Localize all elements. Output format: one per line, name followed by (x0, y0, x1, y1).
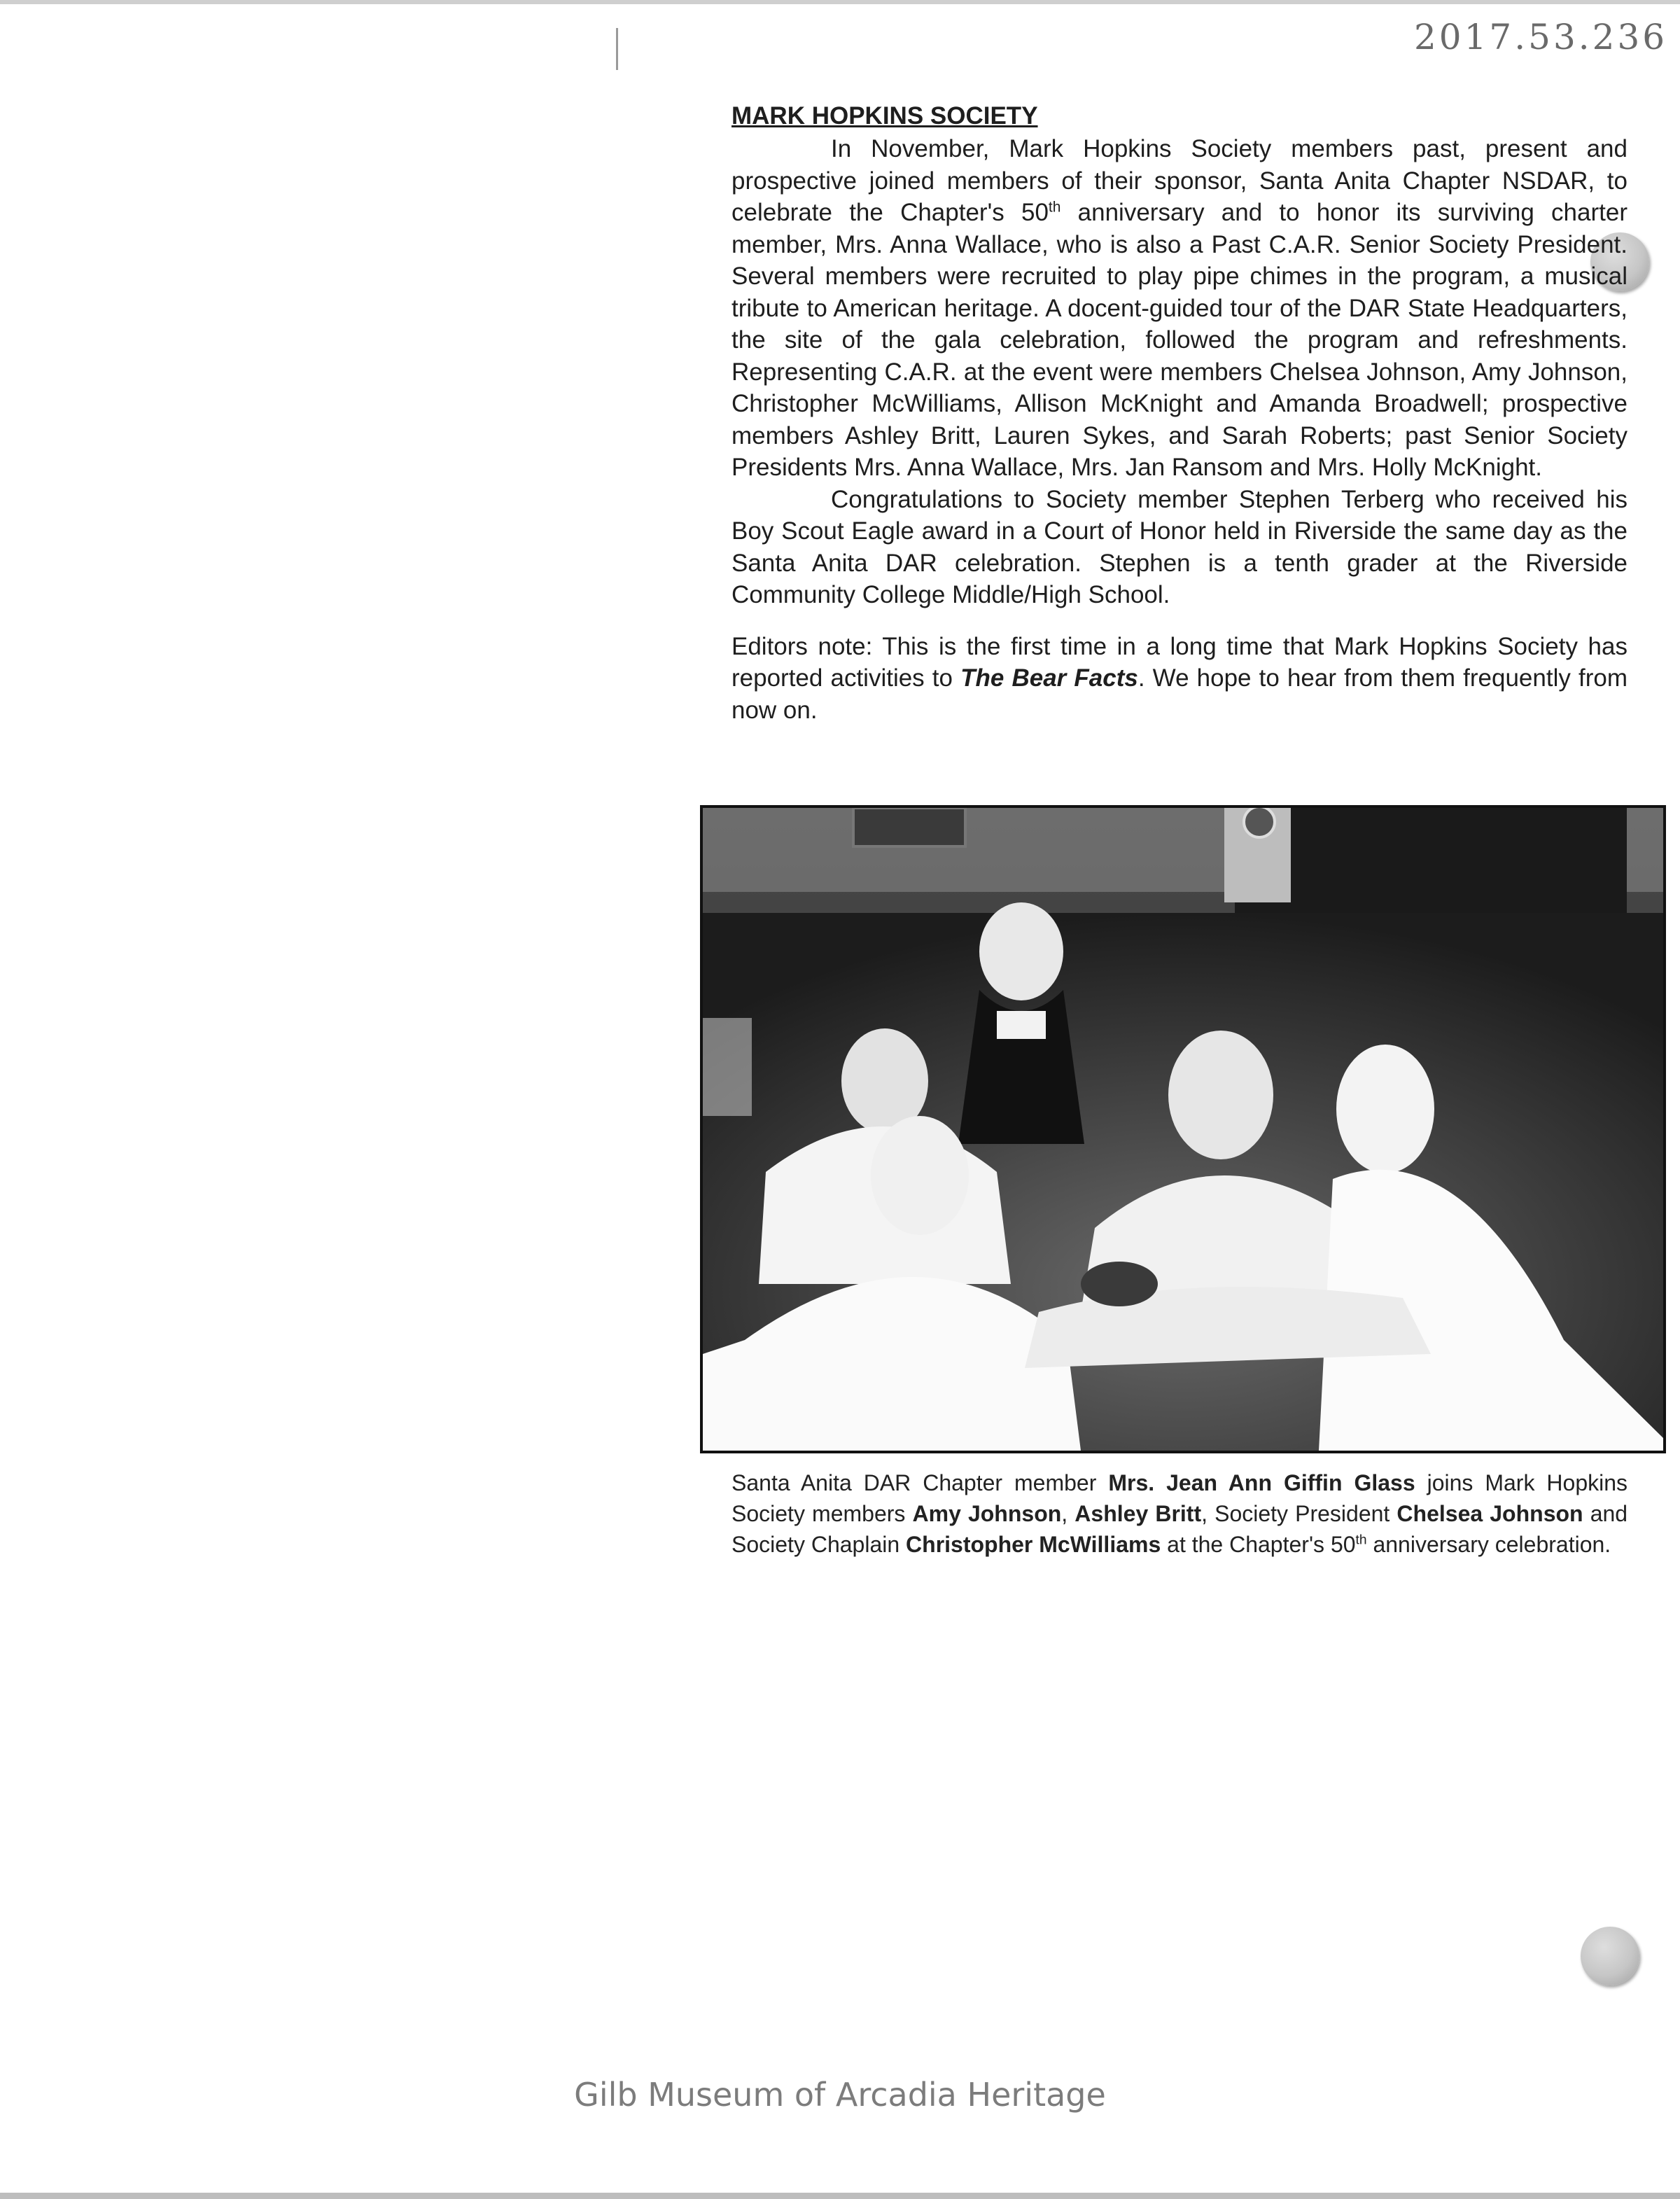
caption-name: Ashley Britt (1074, 1501, 1202, 1526)
article (732, 99, 1628, 726)
photo-caption: Santa Anita DAR Chapter member Mrs. Jean Ann Giffin Glass joins Mark Hopkins Society members Amy Johnson, Ashley Britt, Society President Chelsea Johnson and Society Chaplain Christopher McWilliams at the Chapter's 50th anniversary celebration. (732, 1470, 1628, 1557)
article-paragraph-1: In November, Mark Hopkins Society members past, present and prospective joined members of their sponsor, Santa Anita Chapter NSDAR, to celebrate the Chapter's 50th anniversary and to honor its surviving charter member, Mrs. Anna Wallace, who is also a Past C.A.R. Senior Society President. Several members were recruited to play pipe chimes in the program, a musical tribute to American heritage. A docent-guided tour of the DAR State Headquarters, the site of the gala celebration, followed the program and refreshments. Representing C.A.R. at the event were members Chelsea Johnson, Amy Johnson, Christopher McWilliams, Allison McKnight and Amanda Broadwell; prospective members Ashley Britt, Lauren Sykes, and Sarah Roberts; past Senior Society Presidents Mrs. Anna Wallace, Mrs. Jan Ransom and Mrs. Holly McKnight. (732, 135, 1628, 481)
caption-name: Christopher McWilliams (906, 1532, 1161, 1557)
caption-name: Mrs. Jean Ann Giffin Glass (1108, 1470, 1415, 1495)
article-paragraph-2: Congratulations to Society member Stephen Terberg who received his Boy Scout Eagle award in a Court of Honor held in Riverside the same day as the Santa Anita DAR celebration. Stephen is a tenth grader at the Riverside Community College Middle/High School. (732, 485, 1628, 608)
scan-mark (616, 28, 618, 70)
editors-note: Editors note: This is the first time in a long time that Mark Hopkins Society has reported activities to The Bear Facts. We hope to hear from them frequently from now on. (732, 632, 1628, 724)
caption-name: Chelsea Johnson (1396, 1501, 1583, 1526)
publication-title: The Bear Facts (960, 664, 1138, 692)
group-photo (700, 805, 1666, 1453)
punch-hole-bottom (1581, 1927, 1639, 1985)
page-top-border (0, 0, 1680, 4)
page-bottom-border (0, 2193, 1680, 2199)
accession-number: 2017.53.236 (1414, 17, 1668, 57)
footer-attribution: Gilb Museum of Arcadia Heritage (574, 2076, 1106, 2114)
article-heading: MARK HOPKINS SOCIETY (732, 102, 1038, 130)
caption-name: Amy Johnson (912, 1501, 1062, 1526)
